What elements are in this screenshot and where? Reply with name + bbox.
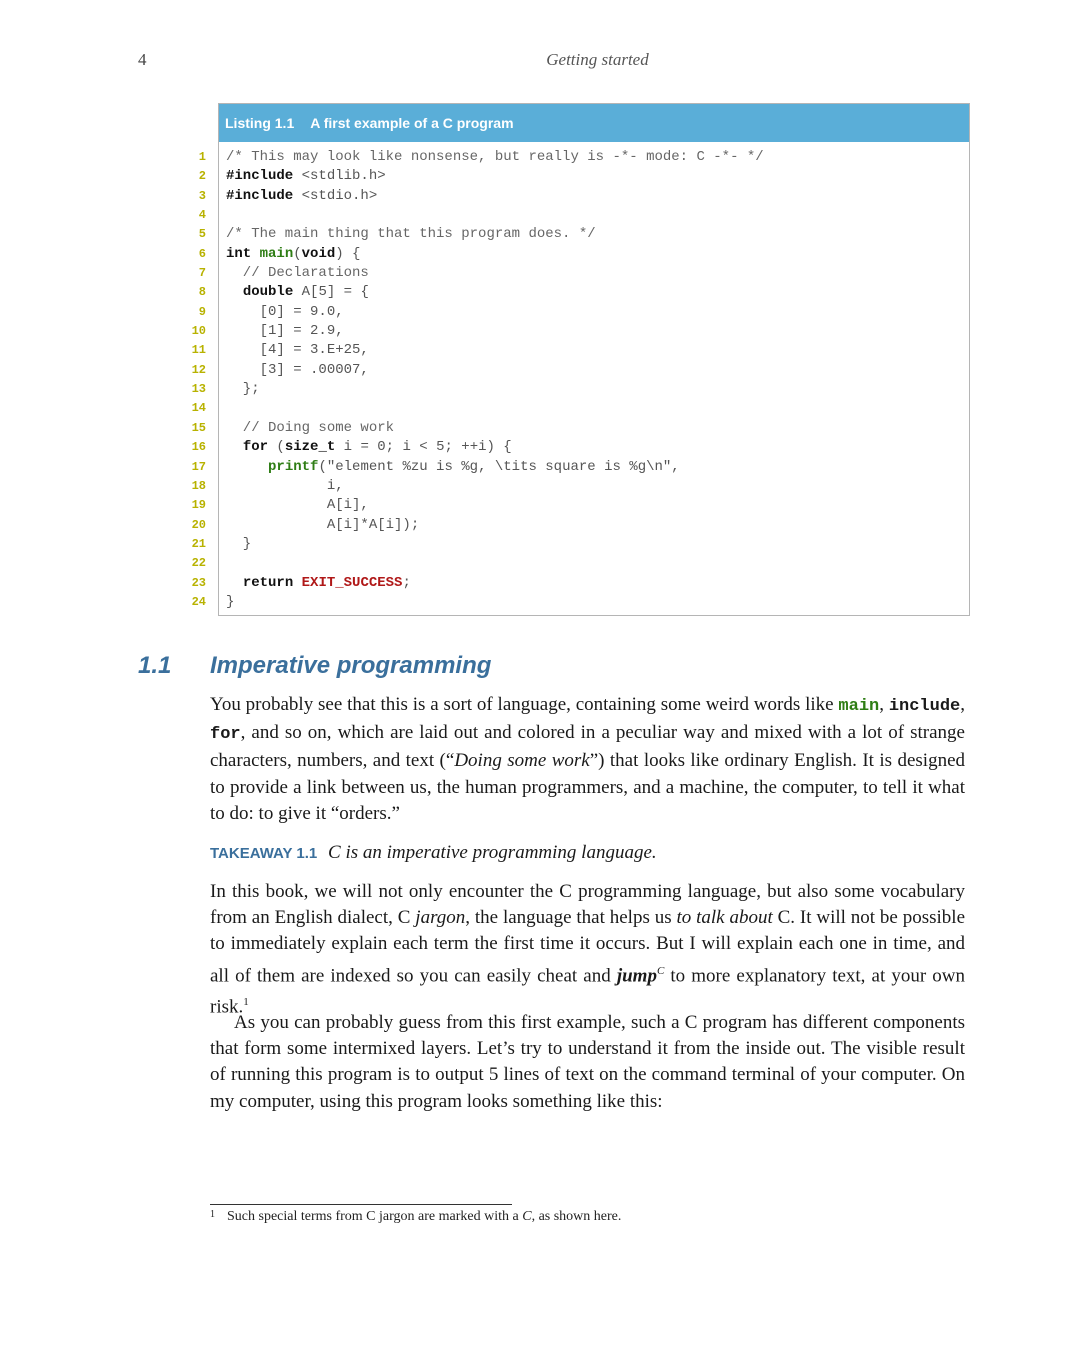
code-line <box>226 380 966 399</box>
line-number: 17 <box>191 459 206 474</box>
code-token: A[i], <box>226 497 369 514</box>
text-run: , <box>879 694 889 715</box>
code-token: A[i]*A[i]); <box>226 516 420 533</box>
code-token: #include <box>226 168 294 185</box>
text-run: Such special terms from C jargon are marked with a <box>227 1209 523 1224</box>
line-number: 10 <box>191 324 206 339</box>
line-number: 12 <box>191 362 206 377</box>
code-token: }; <box>226 381 260 398</box>
code-token: /* The main thing that this program does. */ <box>226 226 596 243</box>
code-token: [4] = 3.E+25, <box>226 342 369 359</box>
code-token: [1] = 2.9, <box>226 323 344 340</box>
line-number: 9 <box>198 304 206 319</box>
code-token: } <box>226 593 235 610</box>
code-token: printf <box>268 458 319 475</box>
code-token <box>226 439 243 455</box>
code-line <box>226 419 966 438</box>
code-line <box>226 187 966 206</box>
line-number: 19 <box>191 498 206 513</box>
code-term-for: for <box>210 725 241 745</box>
code-term-include: include <box>888 697 961 716</box>
section-heading <box>138 652 938 680</box>
code-token: for <box>242 439 269 456</box>
text-run: You probably see that this is a sort of language, containing some weird words like <box>210 694 839 715</box>
line-number: 8 <box>198 285 206 300</box>
line-number: 5 <box>198 227 206 242</box>
line-number: 18 <box>191 478 206 493</box>
line-number: 21 <box>191 536 206 551</box>
paragraph-2 <box>210 879 965 1021</box>
section-title: Imperative programming <box>210 652 492 679</box>
code-line <box>226 225 966 244</box>
code-token: #include <box>226 187 294 204</box>
code-line <box>226 283 966 302</box>
takeaway-text: C is an imperative programming language. <box>328 842 657 863</box>
code-line <box>226 593 966 612</box>
line-number: 15 <box>191 420 206 435</box>
jargon-marker: C <box>656 964 665 977</box>
code-term-main: main <box>838 697 880 716</box>
code-token: ( <box>293 245 302 262</box>
text-run: In this book, we will not only encounter the C programming language, but also some vocabulary from an English dialect, C <box>210 881 965 929</box>
code-token: i = 0; i < 5; ++i) { <box>335 439 512 456</box>
takeaway <box>210 840 965 867</box>
code-line <box>226 264 966 283</box>
line-number: 14 <box>191 401 206 416</box>
text-run: ”) that looks like ordinary English. It is designed to provide a link between us, the human programmers, and a machine, the computer, to tell it what to do: to give it “orders.” <box>210 750 965 824</box>
code-token: void <box>301 245 336 262</box>
footnote-reference[interactable]: 1 <box>243 996 249 1009</box>
code-line <box>226 438 966 457</box>
footnote <box>210 1209 965 1225</box>
paragraph-3: As you can probably guess from this first example, such a C program has different components that form some intermixed layers. Let’s try to understand it from the inside out. The visible result of running this program is to output 5 lines of text on the command terminal of your computer. On my computer, using this program looks something like this: <box>210 1012 965 1112</box>
section-number: 1.1 <box>138 652 172 679</box>
code-line <box>226 167 966 186</box>
code-line <box>226 535 966 554</box>
code-line <box>226 322 966 341</box>
page-number: 4 <box>138 50 147 69</box>
jargon-marker: C <box>522 1209 532 1224</box>
code-line <box>226 477 966 496</box>
code-line <box>226 516 966 535</box>
code-token: [3] = .00007, <box>226 361 369 378</box>
line-number: 24 <box>191 594 206 609</box>
code-token: // Doing some work <box>226 419 395 436</box>
footnote-rule <box>210 1204 512 1205</box>
line-number: 22 <box>191 556 206 571</box>
code-token <box>293 575 301 591</box>
line-number: 23 <box>191 575 206 590</box>
takeaway-label: TAKEAWAY 1.1 <box>210 845 318 862</box>
code-line <box>226 458 966 477</box>
text-run: , and so on, which are laid out and colored in a peculiar way and mixed with a lot of strange characters, numbers, and text (“ <box>210 722 965 772</box>
code-token: double <box>242 284 294 301</box>
listing-title: A first example of a C program <box>310 115 514 131</box>
line-number: 13 <box>191 382 206 397</box>
code-token: i, <box>226 477 344 494</box>
code-line <box>226 496 966 515</box>
running-head: Getting started <box>546 50 649 69</box>
italic-phrase: Doing some work <box>454 750 590 772</box>
code-token: <stdlib.h> <box>293 168 386 185</box>
code-line <box>226 148 966 167</box>
text-run: , the language that helps us <box>465 907 677 929</box>
line-number: 7 <box>198 266 206 281</box>
line-number: 4 <box>198 208 206 223</box>
text-run: , <box>960 694 965 715</box>
code-line <box>226 574 966 593</box>
code-line <box>226 554 966 573</box>
code-line <box>226 399 966 418</box>
paragraph-1 <box>210 692 965 827</box>
code-token: ) { <box>335 245 361 262</box>
code-token: A[5] = { <box>293 284 369 301</box>
code-token: [0] = 9.0, <box>226 303 344 320</box>
line-number: 11 <box>191 343 206 358</box>
code-token: ( <box>268 439 285 456</box>
line-number: 6 <box>198 246 206 261</box>
code-line <box>226 341 966 360</box>
line-number: 2 <box>198 169 206 184</box>
code-line <box>226 206 966 225</box>
code-token: <stdio.h> <box>293 187 378 204</box>
code-token <box>226 575 243 591</box>
code-line <box>226 303 966 322</box>
code-token: /* This may look like nonsense, but really is -*- mode: C -*- */ <box>226 149 764 165</box>
code-line <box>226 361 966 380</box>
listing-header <box>219 104 969 142</box>
code-body <box>226 148 966 612</box>
code-token <box>251 246 259 262</box>
line-number: 20 <box>191 517 206 532</box>
code-token: } <box>226 535 252 552</box>
text-run: to more explanatory text, at your own risk. <box>210 964 965 1018</box>
code-token: return <box>242 574 294 591</box>
code-token: size_t <box>284 439 336 456</box>
code-token: int <box>226 245 252 262</box>
code-token <box>226 284 243 300</box>
code-token: EXIT_SUCCESS <box>301 574 403 591</box>
italic-phrase: to talk about <box>676 907 773 929</box>
line-number: 16 <box>191 440 206 455</box>
code-token: ; <box>402 574 411 591</box>
code-token: ("element %zu is %g, \tits square is %g\n", <box>318 458 680 475</box>
code-token: main <box>259 245 294 262</box>
listing-label: Listing 1.1 <box>225 115 295 131</box>
italic-term-jargon: jargon <box>415 907 466 929</box>
code-token <box>226 459 268 475</box>
code-line <box>226 245 966 264</box>
line-number: 1 <box>198 150 206 164</box>
code-token: // Declarations <box>226 265 369 282</box>
footnote-mark: 1 <box>210 1209 215 1220</box>
line-number-gutter <box>170 148 206 612</box>
text-run: , as shown here. <box>531 1209 622 1224</box>
line-number: 3 <box>198 188 206 203</box>
jargon-term-jump: jump <box>616 964 657 986</box>
text-run: C. It will not be possible to immediately explain each term the first time it occurs. But I will explain each one in time, and all of them are indexed so you can easily cheat and <box>210 907 965 986</box>
